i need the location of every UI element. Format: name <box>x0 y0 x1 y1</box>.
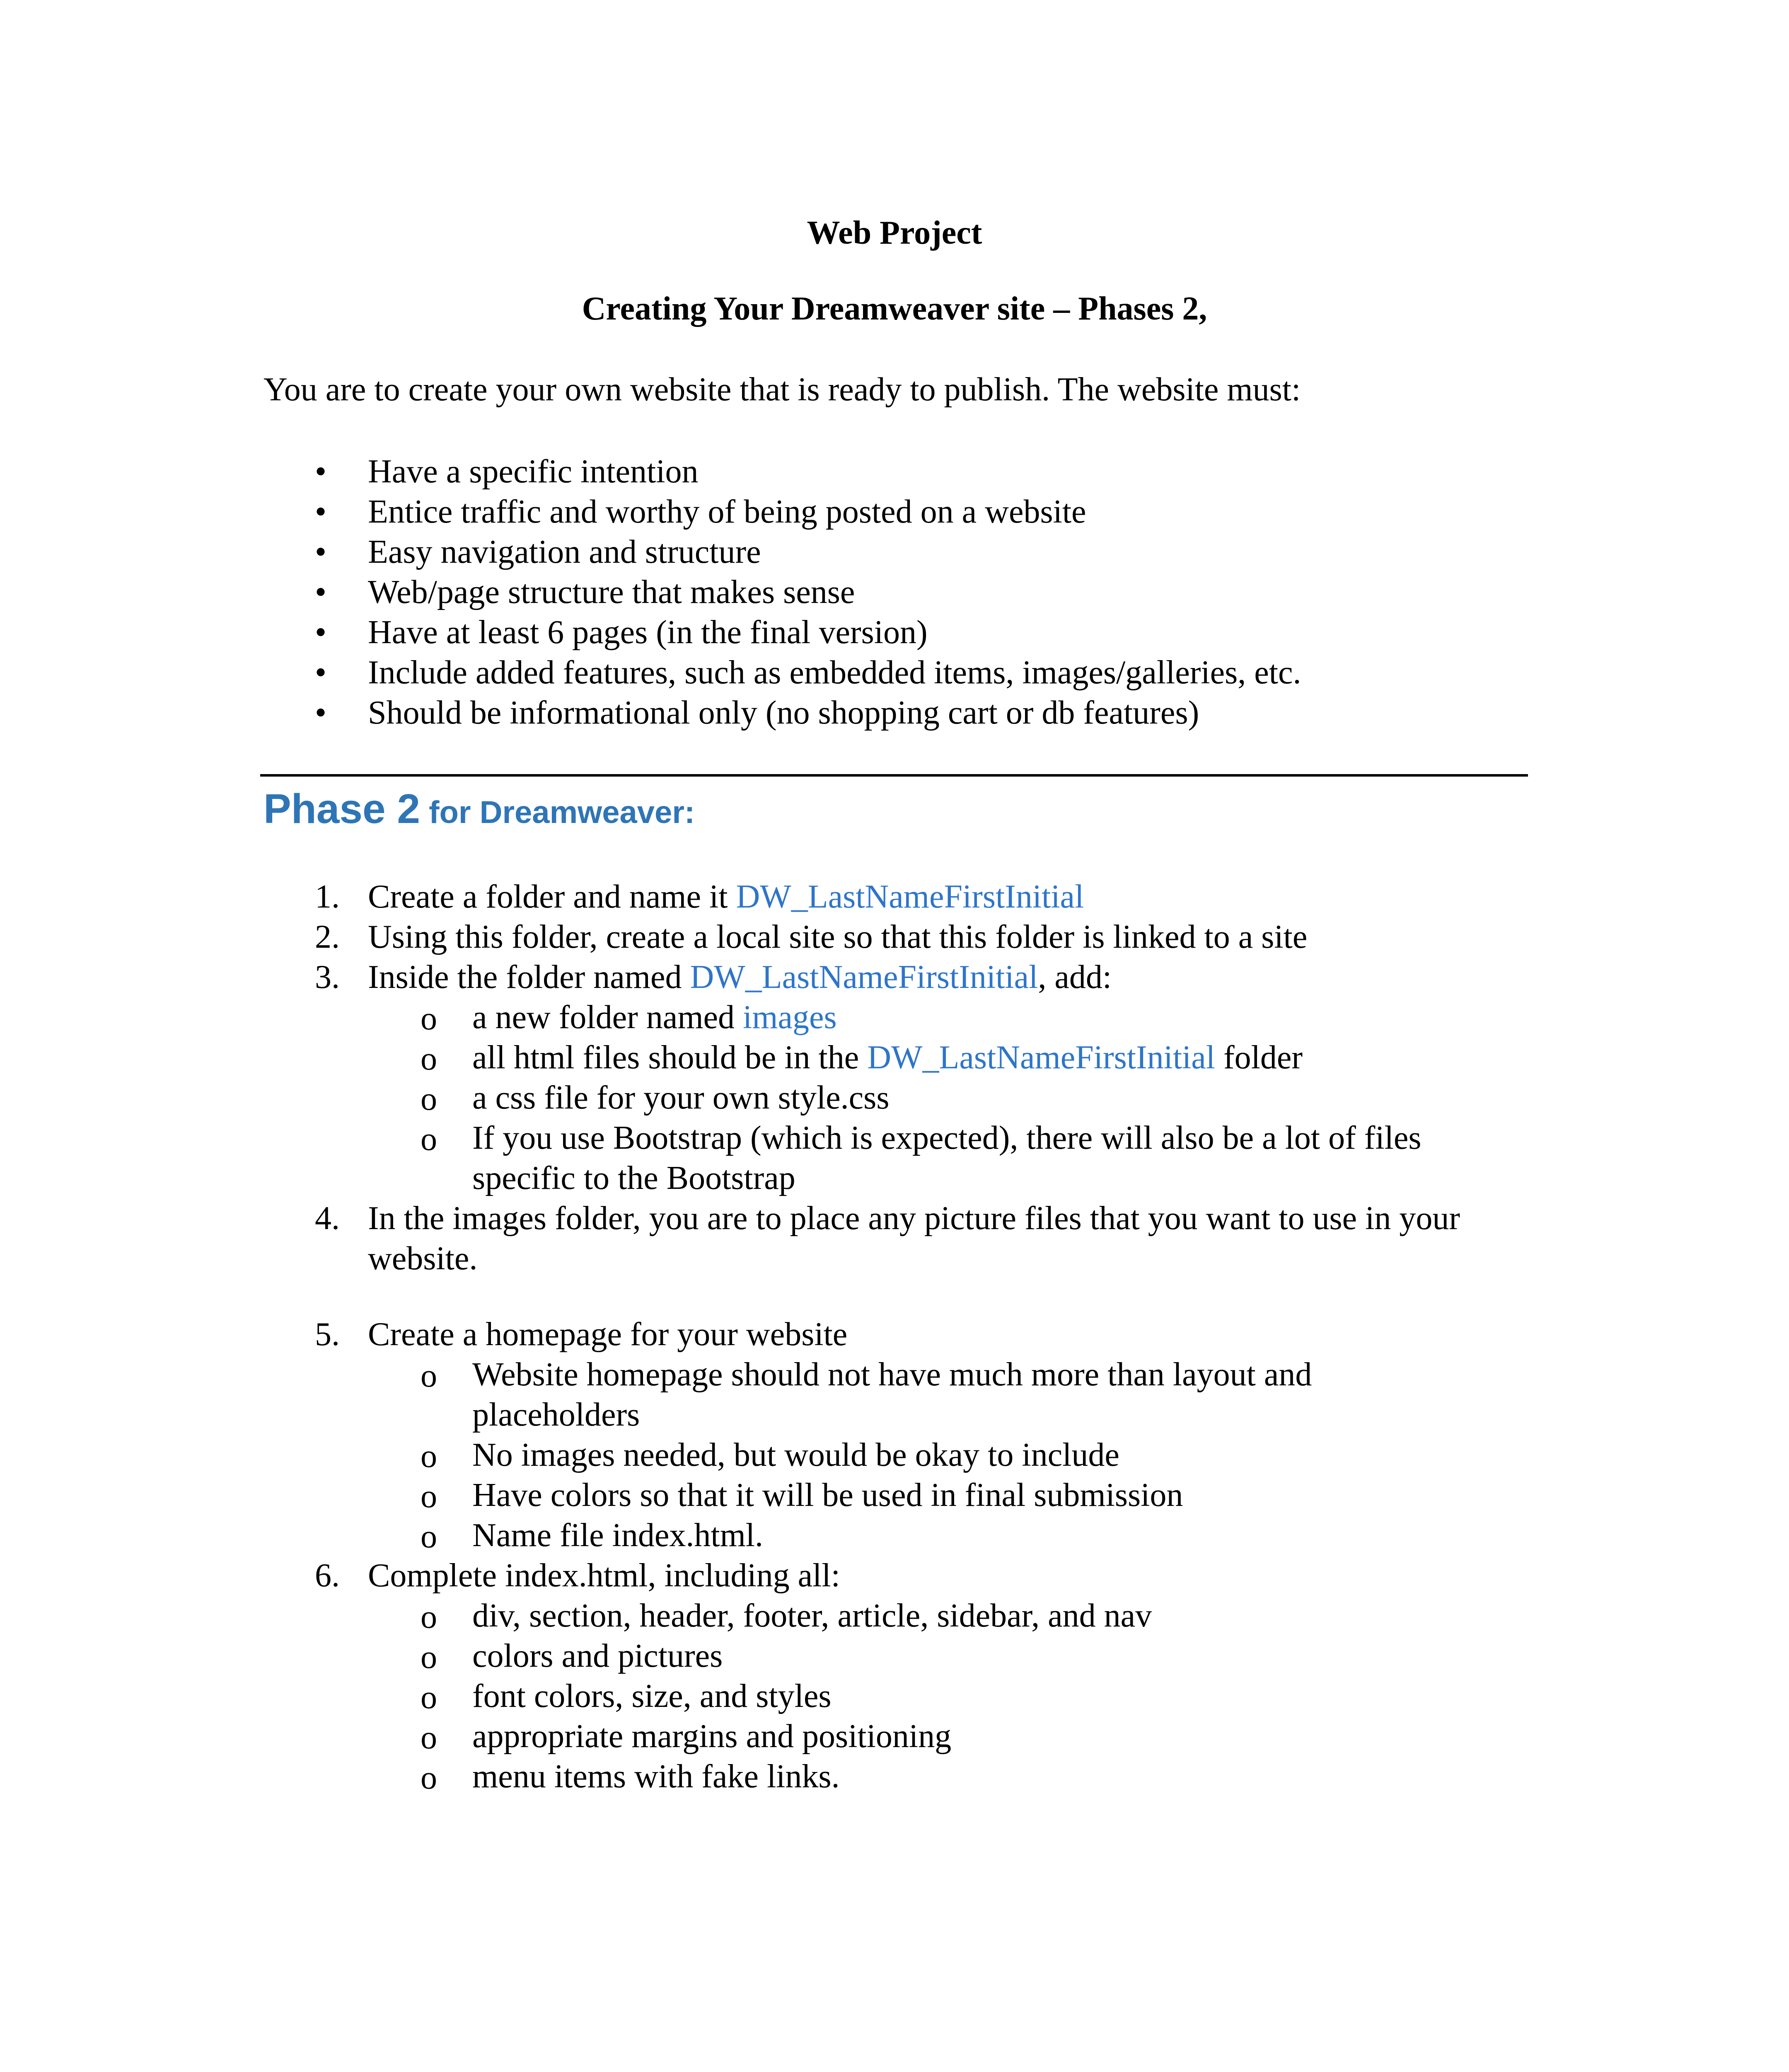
sub-item: a css file for your own style.css <box>472 1080 890 1116</box>
step-6-text: Complete index.html, including all: <box>368 1557 840 1594</box>
sub-bullet-icon: o <box>421 1358 437 1394</box>
phase-heading <box>264 785 695 833</box>
doc-title: Web Project <box>807 215 982 251</box>
bullet-icon: • <box>315 534 327 570</box>
bullet-icon: • <box>315 574 327 610</box>
phase-heading-main: Phase 2 <box>264 786 421 832</box>
step-4-text-continued: website. <box>368 1240 478 1277</box>
sub-bullet-icon: o <box>421 1719 437 1756</box>
list-item: Web/page structure that makes sense <box>368 574 855 610</box>
sub-bullet-icon: o <box>421 1478 437 1515</box>
list-item: Entice traffic and worthy of being posted on a website <box>368 494 1086 530</box>
step-5-text: Create a homepage for your website <box>368 1316 848 1353</box>
phase-heading-rest: for Dreamweaver: <box>420 795 695 830</box>
folder-name-link: DW_LastNameFirstInitial <box>690 959 1038 995</box>
sub-item: Website homepage should not have much more than layout and <box>472 1356 1312 1393</box>
images-folder-link: images <box>743 999 837 1036</box>
step-number: 1. <box>315 879 340 915</box>
doc-subtitle: Creating Your Dreamweaver site – Phases 2, <box>582 290 1207 327</box>
sub-item <box>472 1001 837 1034</box>
step-3-text <box>368 961 1112 994</box>
list-item: Should be informational only (no shopping cart or db features) <box>368 695 1199 731</box>
step-4-text: In the images folder, you are to place any picture files that you want to use in your <box>368 1200 1460 1237</box>
bullet-icon: • <box>315 494 327 530</box>
sub-item-continued: placeholders <box>472 1397 640 1433</box>
list-item: Include added features, such as embedded items, images/galleries, etc. <box>368 654 1301 691</box>
sub-item: font colors, size, and styles <box>472 1678 832 1714</box>
bullet-icon: • <box>315 654 327 691</box>
sub-item-text: a new folder named <box>472 999 743 1036</box>
sub-item: No images needed, but would be okay to include <box>472 1437 1119 1473</box>
step-number: 4. <box>315 1200 340 1237</box>
sub-item-text: all html files should be in the <box>472 1039 868 1076</box>
bullet-icon: • <box>315 453 327 490</box>
list-item: Have a specific intention <box>368 453 699 490</box>
sub-bullet-icon: o <box>421 1518 437 1555</box>
sub-bullet-icon: o <box>421 1599 437 1635</box>
sub-item: menu items with fake links. <box>472 1758 840 1795</box>
sub-item: Have colors so that it will be used in final submission <box>472 1477 1183 1513</box>
step-number: 6. <box>315 1557 340 1594</box>
sub-bullet-icon: o <box>421 1438 437 1474</box>
list-item: Easy navigation and structure <box>368 534 761 570</box>
horizontal-rule <box>260 774 1528 777</box>
sub-item: Name file index.html. <box>472 1517 764 1554</box>
bullet-icon: • <box>315 695 327 731</box>
list-item: Have at least 6 pages (in the final version) <box>368 614 928 651</box>
step-text: Create a folder and name it <box>368 879 736 915</box>
step-text: Inside the folder named <box>368 959 690 995</box>
sub-bullet-icon: o <box>421 1679 437 1716</box>
step-number: 5. <box>315 1316 340 1353</box>
sub-item <box>472 1041 1303 1074</box>
sub-bullet-icon: o <box>421 1639 437 1675</box>
intro-text: You are to create your own website that is ready to publish. The website must: <box>264 371 1301 408</box>
bullet-icon: • <box>315 614 327 651</box>
step-2-text: Using this folder, create a local site so that this folder is linked to a site <box>368 919 1308 955</box>
step-number: 2. <box>315 919 340 955</box>
sub-item-continued: specific to the Bootstrap <box>472 1160 795 1196</box>
folder-name-link: DW_LastNameFirstInitial <box>736 879 1084 915</box>
step-number: 3. <box>315 959 340 995</box>
sub-item: colors and pictures <box>472 1638 723 1674</box>
sub-bullet-icon: o <box>421 1760 437 1796</box>
sub-bullet-icon: o <box>421 1000 437 1037</box>
folder-name-link: DW_LastNameFirstInitial <box>867 1039 1216 1076</box>
step-text: , add: <box>1038 959 1112 995</box>
step-1-text <box>368 880 1084 913</box>
sub-bullet-icon: o <box>421 1081 437 1117</box>
sub-item: div, section, header, footer, article, sidebar, and nav <box>472 1598 1152 1634</box>
sub-item-text: folder <box>1215 1039 1303 1076</box>
sub-item: appropriate margins and positioning <box>472 1718 952 1755</box>
sub-item: If you use Bootstrap (which is expected), there will also be a lot of files <box>472 1120 1422 1156</box>
sub-bullet-icon: o <box>421 1121 437 1157</box>
sub-bullet-icon: o <box>421 1041 437 1077</box>
